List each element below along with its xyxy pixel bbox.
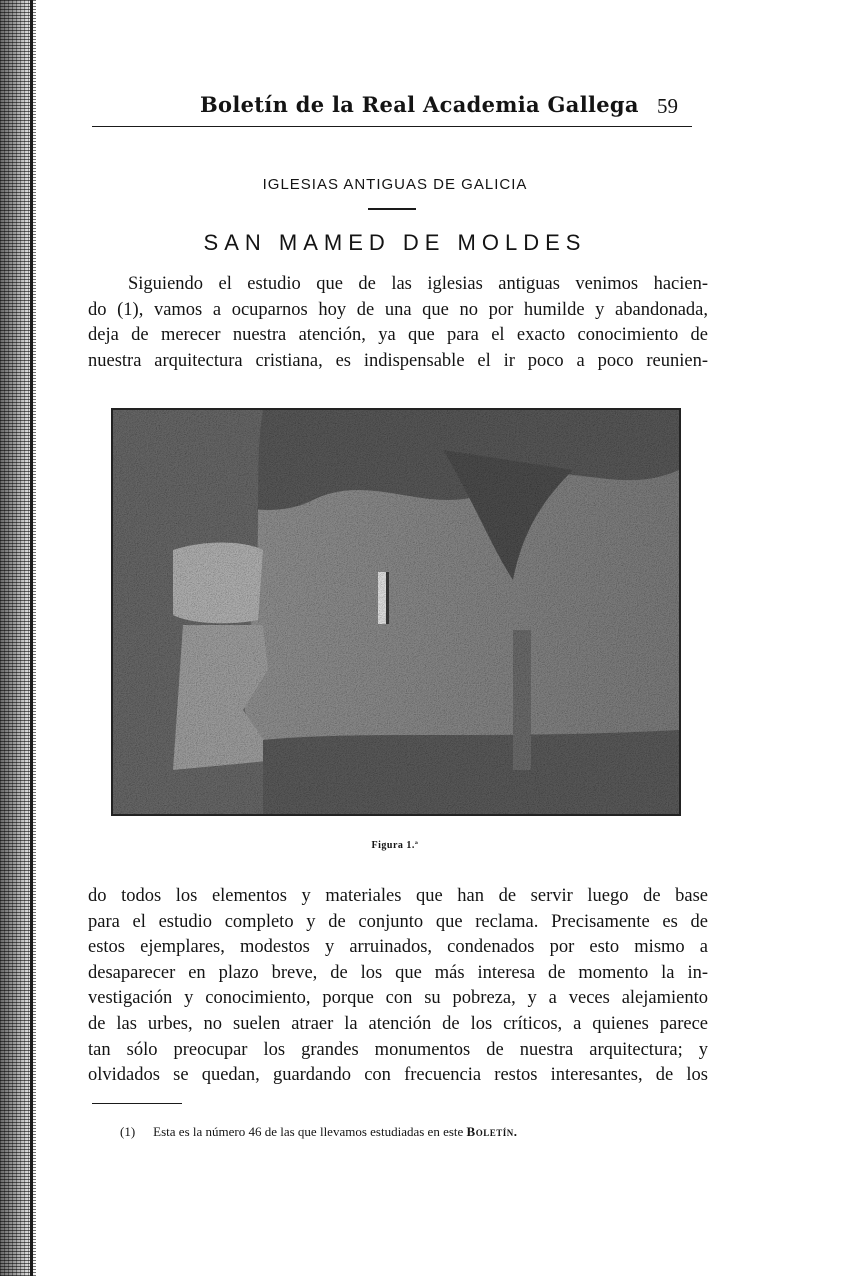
footnote-divider [92,1103,182,1104]
paragraph-bottom [88,884,708,1089]
text-line: nuestra arquitectura cristiana, es indispensable el ir poco a poco reunien- [88,350,708,371]
text-line: desaparecer en plazo breve, de los que más interesa de momento la in- [88,962,708,983]
title-divider [368,208,416,210]
text-line: do todos los elementos y materiales que han de servir luego de base [88,886,708,906]
figure-caption: Figura 1.ª [371,840,419,851]
text-line: vestigación y conocimiento, porque con su pobreza, y a veces alejamiento [88,988,708,1009]
text-line: olvidados se quedan, guardando con frecuencia restos interesantes, de los [88,1065,708,1086]
page-number: 59 [657,94,678,118]
footnote-small-caps: Boletín. [466,1124,518,1139]
running-title: Boletín de la Real Academia Gallega [200,92,639,117]
text-line: estos ejemplares, modestos y arruinados, condenados por esto mismo a [88,937,708,958]
article-title: SAN MAMED DE MOLDES [203,230,587,255]
text-line: para el estudio completo y de conjunto que reclama. Precisamente es de [88,911,708,932]
section-title: IGLESIAS ANTIGUAS DE GALICIA [262,176,528,193]
church-photograph [111,408,681,816]
text-line: de las urbes, no suelen atraer la atención de los críticos, a quienes parece [88,1013,708,1034]
footnote [120,1124,517,1140]
text-line: deja de merecer nuestra atención, ya que para el exacto conocimiento de [88,325,708,346]
footnote-mark: (1) [120,1124,136,1139]
text-line: Siguiendo el estudio que de las iglesias antiguas venimos hacien- [128,274,708,294]
text-line: tan sólo preocupar los grandes monumentos de nuestra arquitectura; y [88,1039,708,1060]
running-header [92,92,692,127]
paragraph-top [88,272,708,374]
footnote-text: Esta es la número 46 de las que llevamos estudiadas en este [153,1124,464,1139]
text-line: do (1), vamos a ocuparnos hoy de una que no por humilde y abandonada, [88,299,708,320]
